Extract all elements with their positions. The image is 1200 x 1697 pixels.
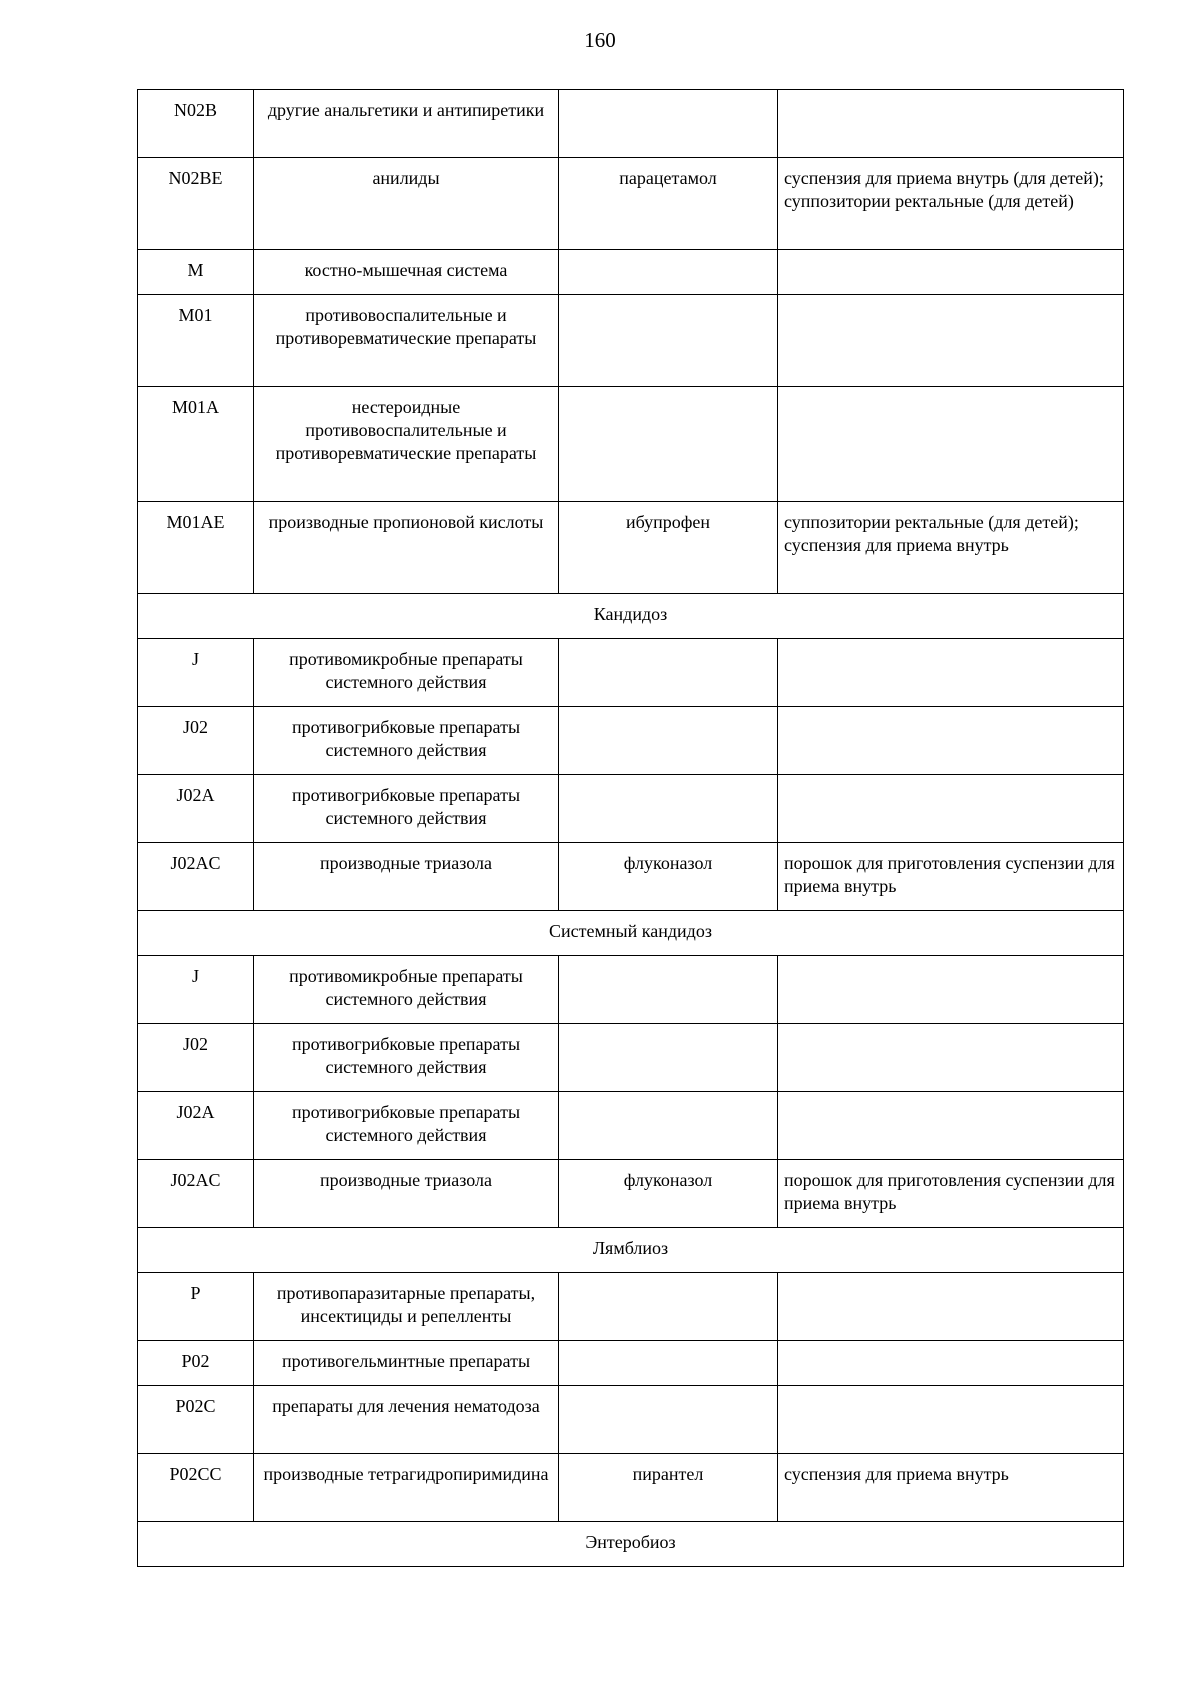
section-title: Энтеробиоз	[138, 1522, 1124, 1567]
atc-code-cell: P02C	[138, 1386, 254, 1454]
dosage-form-cell	[778, 90, 1124, 158]
table-row	[138, 90, 1124, 158]
drug-name-cell: флуконазол	[559, 843, 778, 911]
atc-group-cell: анилиды	[254, 158, 559, 250]
table-row	[138, 956, 1124, 1024]
table-row	[138, 1024, 1124, 1092]
atc-code-cell: J02A	[138, 1092, 254, 1160]
dosage-form-cell	[778, 956, 1124, 1024]
atc-group-cell: другие анальгетики и антипиретики	[254, 90, 559, 158]
dosage-form-cell	[778, 1386, 1124, 1454]
dosage-form-cell	[778, 707, 1124, 775]
drug-name-cell	[559, 1273, 778, 1341]
atc-group-cell: противомикробные препараты системного действия	[254, 956, 559, 1024]
atc-code-cell: M01A	[138, 387, 254, 502]
dosage-form-cell: порошок для приготовления суспензии для приема внутрь	[778, 1160, 1124, 1228]
drug-name-cell	[559, 956, 778, 1024]
section-header-row	[138, 594, 1124, 639]
atc-code-cell: J02AC	[138, 1160, 254, 1228]
dosage-form-cell	[778, 775, 1124, 843]
section-title: Системный кандидоз	[138, 911, 1124, 956]
drug-name-cell	[559, 1024, 778, 1092]
dosage-form-cell	[778, 250, 1124, 295]
drug-name-cell	[559, 775, 778, 843]
section-title: Лямблиоз	[138, 1228, 1124, 1273]
table-row	[138, 843, 1124, 911]
atc-group-cell: костно-мышечная система	[254, 250, 559, 295]
drug-name-cell	[559, 295, 778, 387]
table-body	[138, 90, 1124, 1567]
drug-name-cell: ибупрофен	[559, 502, 778, 594]
section-header-row	[138, 911, 1124, 956]
drug-table	[137, 89, 1124, 1567]
atc-group-cell: производные пропионовой кислоты	[254, 502, 559, 594]
atc-group-cell: противогрибковые препараты системного действия	[254, 1092, 559, 1160]
drug-name-cell: флуконазол	[559, 1160, 778, 1228]
dosage-form-cell: суппозитории ректальные (для детей); суспензия для приема внутрь	[778, 502, 1124, 594]
atc-group-cell: противовоспалительные и противоревматические препараты	[254, 295, 559, 387]
atc-group-cell: противогрибковые препараты системного действия	[254, 1024, 559, 1092]
table-row	[138, 1092, 1124, 1160]
dosage-form-cell	[778, 1024, 1124, 1092]
atc-group-cell: противопаразитарные препараты, инсектициды и репелленты	[254, 1273, 559, 1341]
dosage-form-cell: суспензия для приема внутрь (для детей); суппозитории ректальные (для детей)	[778, 158, 1124, 250]
atc-group-cell: производные триазола	[254, 1160, 559, 1228]
table-row	[138, 1341, 1124, 1386]
table-row	[138, 775, 1124, 843]
dosage-form-cell	[778, 1341, 1124, 1386]
atc-group-cell: препараты для лечения нематодоза	[254, 1386, 559, 1454]
table-row	[138, 707, 1124, 775]
table-row	[138, 295, 1124, 387]
dosage-form-cell	[778, 1273, 1124, 1341]
atc-code-cell: P02	[138, 1341, 254, 1386]
drug-name-cell	[559, 1092, 778, 1160]
atc-code-cell: P	[138, 1273, 254, 1341]
atc-code-cell: M01	[138, 295, 254, 387]
atc-group-cell: противомикробные препараты системного действия	[254, 639, 559, 707]
atc-code-cell: M01AE	[138, 502, 254, 594]
dosage-form-cell	[778, 1092, 1124, 1160]
atc-code-cell: J02	[138, 1024, 254, 1092]
atc-group-cell: производные тетрагидропиримидина	[254, 1454, 559, 1522]
atc-code-cell: J02	[138, 707, 254, 775]
table-row	[138, 387, 1124, 502]
drug-name-cell	[559, 639, 778, 707]
atc-code-cell: J	[138, 639, 254, 707]
drug-name-cell: парацетамол	[559, 158, 778, 250]
atc-group-cell: противогельминтные препараты	[254, 1341, 559, 1386]
dosage-form-cell	[778, 295, 1124, 387]
section-header-row	[138, 1228, 1124, 1273]
drug-name-cell	[559, 1341, 778, 1386]
drug-name-cell	[559, 387, 778, 502]
atc-code-cell: N02BE	[138, 158, 254, 250]
page-number: 160	[584, 28, 616, 52]
section-title: Кандидоз	[138, 594, 1124, 639]
drug-name-cell	[559, 90, 778, 158]
drug-name-cell	[559, 1386, 778, 1454]
atc-group-cell: производные триазола	[254, 843, 559, 911]
atc-code-cell: P02CC	[138, 1454, 254, 1522]
table-row	[138, 1273, 1124, 1341]
table-row	[138, 250, 1124, 295]
table-row	[138, 1386, 1124, 1454]
atc-code-cell: J02AC	[138, 843, 254, 911]
section-header-row	[138, 1522, 1124, 1567]
dosage-form-cell: суспензия для приема внутрь	[778, 1454, 1124, 1522]
table-row	[138, 158, 1124, 250]
atc-group-cell: противогрибковые препараты системного действия	[254, 775, 559, 843]
atc-group-cell: противогрибковые препараты системного действия	[254, 707, 559, 775]
dosage-form-cell	[778, 639, 1124, 707]
atc-code-cell: J	[138, 956, 254, 1024]
table-row	[138, 502, 1124, 594]
dosage-form-cell	[778, 387, 1124, 502]
table-row	[138, 639, 1124, 707]
atc-code-cell: N02B	[138, 90, 254, 158]
drug-name-cell	[559, 250, 778, 295]
atc-group-cell: нестероидные противовоспалительные и противоревматические препараты	[254, 387, 559, 502]
atc-code-cell: J02A	[138, 775, 254, 843]
drug-name-cell: пирантел	[559, 1454, 778, 1522]
drug-name-cell	[559, 707, 778, 775]
atc-code-cell: M	[138, 250, 254, 295]
table-row	[138, 1160, 1124, 1228]
dosage-form-cell: порошок для приготовления суспензии для приема внутрь	[778, 843, 1124, 911]
table-row	[138, 1454, 1124, 1522]
